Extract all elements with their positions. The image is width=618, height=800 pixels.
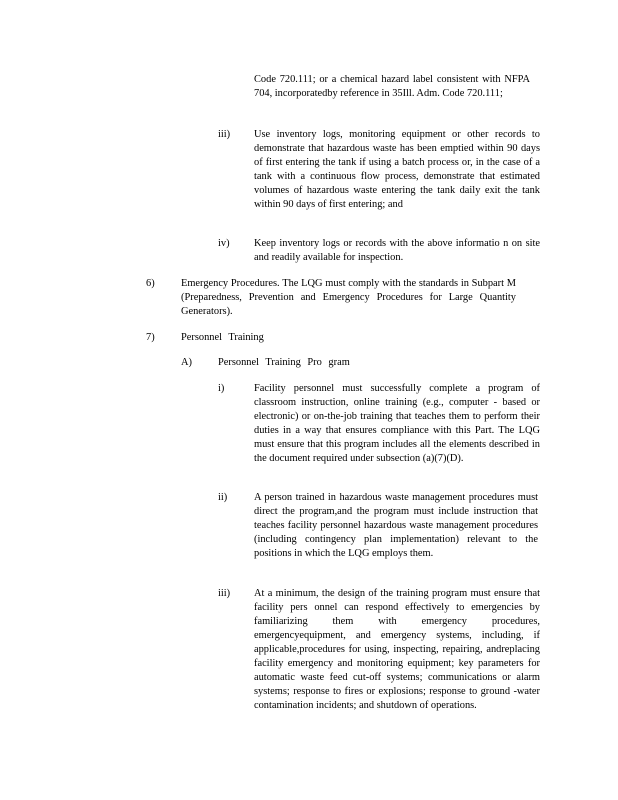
section-6-paragraph: Emergency Procedures. The LQG must comply with the standards in Subpart M (Preparedness, Prevention and Emergency Procedures for Large Quantity Generators). xyxy=(181,278,516,317)
sub-ii-label: ii) xyxy=(218,492,228,503)
item-iii-paragraph: Use inventory logs, monitoring equipment or other records to demonstrate that hazardous waste has been emptied within 90 days of first entering the tank if using a batch process or, in the case of a tank with a continuous flow process, demonstrate that estimated volumes of hazardous waste entering the tank daily exit the tank within 90 days of first entering; and xyxy=(254,129,540,210)
section-7-heading: Personnel Training xyxy=(181,332,264,343)
sub-i-paragraph: Facility personnel must successfully complete a program of classroom instruction, online training (e.g., computer - based or electronic) or on-the-job training that teaches them to perform their duties in a way that ensures compliance with this Part. The LQG must ensure that this program includes all the elements described in the document required under subsection (a)(7)(D). xyxy=(254,383,540,464)
item-iii-label: iii) xyxy=(218,129,231,140)
section-7-label: 7) xyxy=(146,332,155,343)
sub-i-label: i) xyxy=(218,383,225,394)
sub-iii-paragraph: At a minimum, the design of the training program must ensure that facility pers onnel can respond effectively to emergencies by familiarizing them with emergency procedures, emergencyequipment, and emergency systems, including, if applicable,procedures for using, inspecting, repairing, andreplacing facility emergency and monitoring equipment; key parameters for automatic waste feed cut-off systems; communications or alarm systems; response to fires or explosions; response to ground -water contamination incidents; and shutdown of operations. xyxy=(254,588,540,711)
sub-iii-label: iii) xyxy=(218,588,231,599)
subsection-A-heading: Personnel Training Pro gram xyxy=(218,357,350,368)
continuation-paragraph: Code 720.111; or a chemical hazard label consistent with NFPA 704, incorporatedby reference in 35Ill. Adm. Code 720.111; xyxy=(254,74,530,99)
item-iv-paragraph: Keep inventory logs or records with the above informatio n on site and readily available for inspection. xyxy=(254,238,540,263)
sub-ii-paragraph: A person trained in hazardous waste management procedures must direct the program,and the program must include instruction that teaches facility personnel hazardous waste management procedures (including contingency plan implementation) relevant to the positions in which the LQG employs them. xyxy=(254,492,538,559)
section-6-label: 6) xyxy=(146,278,155,289)
subsection-A-label: A) xyxy=(181,357,192,368)
item-iv-label: iv) xyxy=(218,238,230,249)
